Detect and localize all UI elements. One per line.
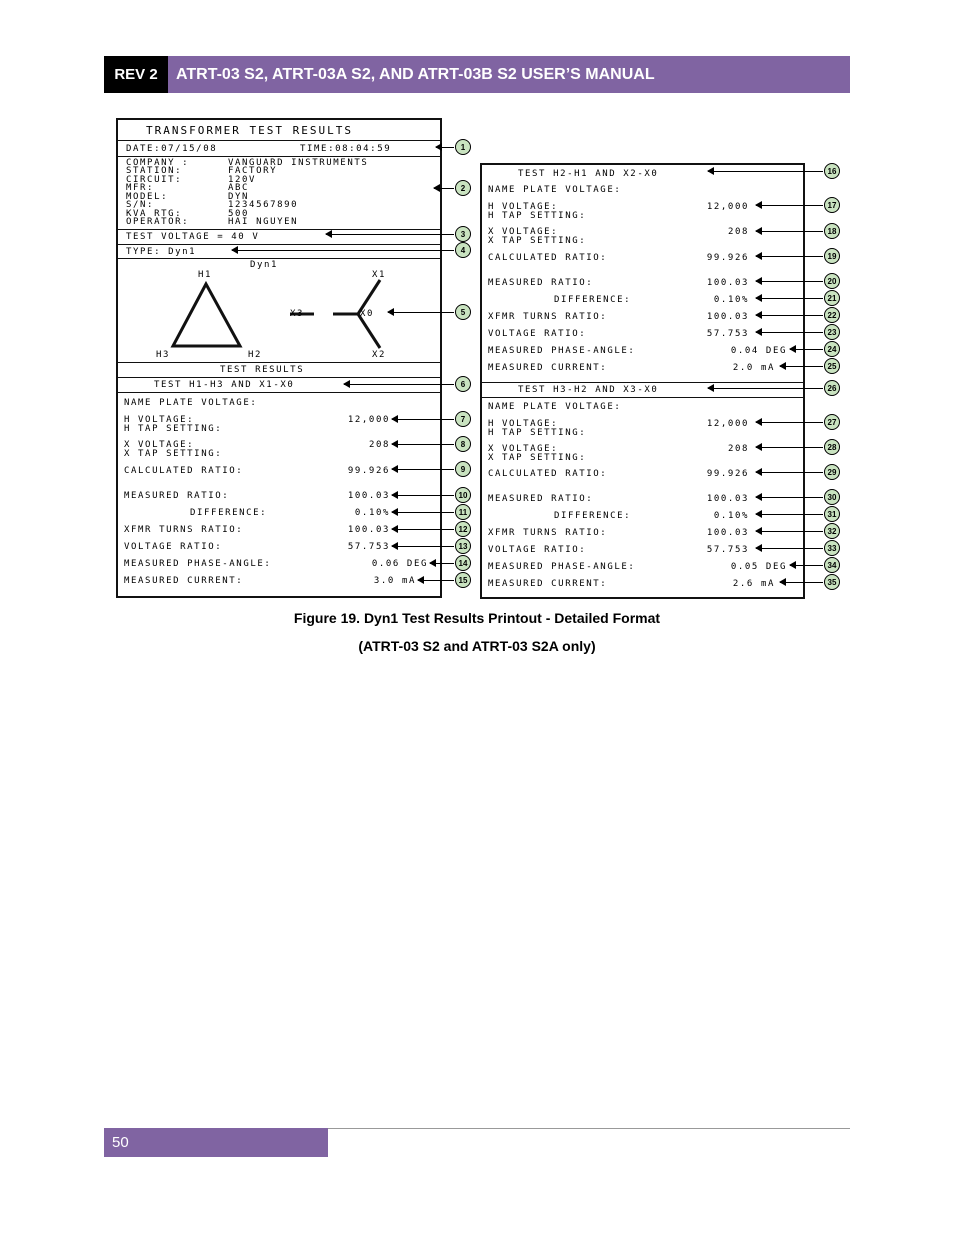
divider	[118, 377, 440, 378]
meas-ratio-value: 100.03	[706, 494, 749, 504]
callout-marker: 7	[455, 411, 471, 427]
callout-marker: 29	[824, 464, 840, 480]
phase-angle-label: MEASURED PHASE-ANGLE:	[488, 562, 636, 572]
callout-marker: 17	[824, 197, 840, 213]
divider	[118, 392, 440, 393]
callout-marker: 14	[455, 555, 471, 571]
callout-marker: 33	[824, 540, 840, 556]
terminal-x0: X0	[360, 309, 375, 319]
calc-ratio-value: 99.926	[706, 469, 749, 479]
info-label: MFR:	[126, 183, 155, 193]
callout-marker: 1	[455, 139, 471, 155]
h-voltage-label: H VOLTAGE:	[124, 415, 195, 425]
callout-marker: 10	[455, 487, 471, 503]
callout-arrow	[418, 580, 454, 581]
x-voltage-value: 208	[368, 440, 390, 450]
callout-marker: 12	[455, 521, 471, 537]
divider	[482, 397, 803, 398]
info-value: FACTORY	[228, 166, 278, 176]
phase-angle-value: 0.05 DEG	[730, 562, 787, 572]
difference-value: 0.10%	[713, 295, 749, 305]
info-value: DYN	[228, 192, 250, 202]
meas-ratio-label: MEASURED RATIO:	[124, 491, 230, 501]
wye-arm-x2	[358, 314, 380, 348]
callout-arrow	[392, 512, 454, 513]
callout-arrow	[344, 384, 454, 385]
callout-marker: 13	[455, 538, 471, 554]
callout-marker: 9	[455, 461, 471, 477]
callout-marker: 4	[455, 242, 471, 258]
diagram-title: Dyn1	[250, 260, 279, 270]
callout-marker: 30	[824, 489, 840, 505]
callout-arrow	[756, 256, 823, 257]
voltage-ratio-value: 57.753	[347, 542, 390, 552]
callout-marker: 22	[824, 307, 840, 323]
info-label: KVA RTG:	[126, 209, 183, 219]
meas-ratio-value: 100.03	[706, 278, 749, 288]
info-label: OPERATOR:	[126, 217, 190, 227]
callout-marker: 35	[824, 574, 840, 590]
turns-ratio-value: 100.03	[706, 528, 749, 538]
callout-arrow	[780, 582, 823, 583]
terminal-x2: X2	[372, 350, 387, 360]
calc-ratio-label: CALCULATED RATIO:	[124, 466, 244, 476]
callout-arrow	[708, 171, 823, 172]
callout-arrow	[392, 495, 454, 496]
callout-marker: 24	[824, 341, 840, 357]
callout-marker: 8	[455, 436, 471, 452]
callout-arrow	[756, 548, 823, 549]
divider	[118, 140, 440, 141]
divider	[118, 244, 440, 245]
callout-arrow	[708, 388, 823, 389]
results-heading: TEST RESULTS	[220, 365, 305, 375]
revision-label: REV 2	[104, 56, 168, 93]
callout-arrow	[392, 529, 454, 530]
test-voltage-text: TEST VOLTAGE = 40 V	[126, 232, 260, 242]
callout-marker: 25	[824, 358, 840, 374]
callout-arrow	[430, 563, 454, 564]
info-label: STATION:	[126, 166, 183, 176]
callout-arrow	[436, 147, 454, 148]
callout-arrow	[756, 332, 823, 333]
voltage-ratio-label: VOLTAGE RATIO:	[124, 542, 223, 552]
x-tap-label: X TAP SETTING:	[488, 236, 587, 246]
current-value: 2.6 mA	[732, 579, 775, 589]
current-label: MEASURED CURRENT:	[488, 579, 608, 589]
h-tap-label: H TAP SETTING:	[124, 424, 223, 434]
callout-arrow	[756, 281, 823, 282]
terminal-x1: X1	[372, 270, 387, 280]
info-label: S/N:	[126, 200, 155, 210]
phase-angle-value: 0.04 DEG	[730, 346, 787, 356]
calc-ratio-label: CALCULATED RATIO:	[488, 253, 608, 263]
callout-arrow	[756, 422, 823, 423]
terminal-h1: H1	[198, 270, 213, 280]
x-voltage-value: 208	[727, 227, 749, 237]
h-tap-label: H TAP SETTING:	[488, 428, 587, 438]
h-tap-label: H TAP SETTING:	[488, 211, 587, 221]
callout-arrow	[790, 565, 823, 566]
footer-rule	[328, 1128, 850, 1129]
callout-arrow	[790, 349, 823, 350]
callout-marker: 34	[824, 557, 840, 573]
callout-marker: 26	[824, 380, 840, 396]
divider	[118, 229, 440, 230]
difference-label: DIFFERENCE:	[190, 508, 268, 518]
info-value: 500	[228, 209, 250, 219]
divider	[482, 382, 803, 383]
difference-label: DIFFERENCE:	[554, 295, 632, 305]
voltage-ratio-value: 57.753	[706, 545, 749, 555]
info-value: HAI NGUYEN	[228, 217, 299, 227]
callout-marker: 3	[455, 226, 471, 242]
figure-subcaption: (ATRT-03 S2 and ATRT-03 S2A only)	[358, 638, 596, 654]
turns-ratio-label: XFMR TURNS RATIO:	[488, 312, 608, 322]
h-voltage-value: 12,000	[347, 415, 390, 425]
date-text: DATE:07/15/08	[126, 144, 218, 154]
info-value: 120V	[228, 175, 257, 185]
phase-angle-label: MEASURED PHASE-ANGLE:	[488, 346, 636, 356]
h-voltage-label: H VOLTAGE:	[488, 419, 559, 429]
h-voltage-value: 12,000	[706, 202, 749, 212]
difference-value: 0.10%	[713, 511, 749, 521]
callout-marker: 31	[824, 506, 840, 522]
info-value: VANGUARD INSTRUMENTS	[228, 158, 369, 168]
printout-title: TRANSFORMER TEST RESULTS	[146, 124, 353, 137]
callout-arrow	[756, 298, 823, 299]
meas-ratio-value: 100.03	[347, 491, 390, 501]
test-heading: TEST H2-H1 AND X2-X0	[518, 169, 659, 179]
calc-ratio-value: 99.926	[706, 253, 749, 263]
callout-marker: 32	[824, 523, 840, 539]
callout-arrow	[756, 231, 823, 232]
callout-marker: 2	[455, 180, 471, 196]
h-voltage-label: H VOLTAGE:	[488, 202, 559, 212]
turns-ratio-label: XFMR TURNS RATIO:	[488, 528, 608, 538]
callout-marker: 18	[824, 223, 840, 239]
callout-arrow	[756, 315, 823, 316]
type-text: TYPE: Dyn1	[126, 247, 197, 257]
manual-title: ATRT-03 S2, ATRT-03A S2, AND ATRT-03B S2 USER’S MANUAL	[168, 56, 850, 93]
turns-ratio-value: 100.03	[347, 525, 390, 535]
voltage-ratio-label: VOLTAGE RATIO:	[488, 545, 587, 555]
callout-marker: 15	[455, 572, 471, 588]
difference-value: 0.10%	[354, 508, 390, 518]
current-value: 2.0 mA	[732, 363, 775, 373]
turns-ratio-value: 100.03	[706, 312, 749, 322]
callout-marker: 23	[824, 324, 840, 340]
callout-marker: 27	[824, 414, 840, 430]
difference-label: DIFFERENCE:	[554, 511, 632, 521]
meas-ratio-label: MEASURED RATIO:	[488, 278, 594, 288]
x-voltage-value: 208	[727, 444, 749, 454]
callout-arrow	[756, 447, 823, 448]
divider	[118, 156, 440, 157]
info-value: ABC	[228, 183, 250, 193]
meas-ratio-label: MEASURED RATIO:	[488, 494, 594, 504]
time-text: TIME:08:04:59	[300, 144, 392, 154]
x-tap-label: X TAP SETTING:	[488, 453, 587, 463]
test-heading: TEST H3-H2 AND X3-X0	[518, 385, 659, 395]
current-label: MEASURED CURRENT:	[124, 576, 244, 586]
calc-ratio-label: CALCULATED RATIO:	[488, 469, 608, 479]
voltage-ratio-label: VOLTAGE RATIO:	[488, 329, 587, 339]
x-voltage-label: X VOLTAGE:	[124, 440, 195, 450]
divider	[118, 362, 440, 363]
page-number: 50	[104, 1128, 328, 1157]
divider	[118, 258, 440, 259]
name-plate-label: NAME PLATE VOLTAGE:	[488, 402, 622, 412]
delta-triangle	[173, 284, 240, 346]
info-label: COMPANY :	[126, 158, 190, 168]
callout-marker: 11	[455, 504, 471, 520]
terminal-h3: H3	[156, 350, 171, 360]
callout-arrow	[392, 444, 454, 445]
page-header	[104, 56, 850, 93]
callout-marker: 5	[455, 304, 471, 320]
h-voltage-value: 12,000	[706, 419, 749, 429]
callout-marker: 20	[824, 273, 840, 289]
callout-marker: 19	[824, 248, 840, 264]
callout-marker: 16	[824, 163, 840, 179]
info-label: MODEL:	[126, 192, 169, 202]
x-voltage-label: X VOLTAGE:	[488, 227, 559, 237]
calc-ratio-value: 99.926	[347, 466, 390, 476]
callout-arrow	[434, 188, 454, 189]
callout-arrow	[756, 205, 823, 206]
callout-arrow	[392, 419, 454, 420]
callout-arrow	[232, 250, 454, 251]
terminal-x3: X3	[290, 309, 305, 319]
name-plate-label: NAME PLATE VOLTAGE:	[124, 398, 258, 408]
name-plate-label: NAME PLATE VOLTAGE:	[488, 185, 622, 195]
current-label: MEASURED CURRENT:	[488, 363, 608, 373]
voltage-ratio-value: 57.753	[706, 329, 749, 339]
current-value: 3.0 mA	[373, 576, 416, 586]
x-tap-label: X TAP SETTING:	[124, 449, 223, 459]
test-heading: TEST H1-H3 AND X1-X0	[154, 380, 295, 390]
callout-marker: 6	[455, 376, 471, 392]
callout-arrow	[780, 366, 823, 367]
callout-arrow	[756, 472, 823, 473]
callout-arrow	[756, 531, 823, 532]
callout-marker: 28	[824, 439, 840, 455]
turns-ratio-label: XFMR TURNS RATIO:	[124, 525, 244, 535]
terminal-h2: H2	[248, 350, 263, 360]
callout-arrow	[756, 497, 823, 498]
callout-arrow	[392, 469, 454, 470]
info-value: 1234567890	[228, 200, 299, 210]
x-voltage-label: X VOLTAGE:	[488, 444, 559, 454]
callout-arrow	[388, 312, 454, 313]
phase-angle-value: 0.06 DEG	[371, 559, 428, 569]
callout-arrow	[756, 514, 823, 515]
callout-marker: 21	[824, 290, 840, 306]
callout-arrow	[392, 546, 454, 547]
info-label: CIRCUIT:	[126, 175, 183, 185]
phase-angle-label: MEASURED PHASE-ANGLE:	[124, 559, 272, 569]
figure-caption: Figure 19. Dyn1 Test Results Printout - Detailed Format	[293, 610, 661, 626]
callout-arrow	[326, 234, 454, 235]
